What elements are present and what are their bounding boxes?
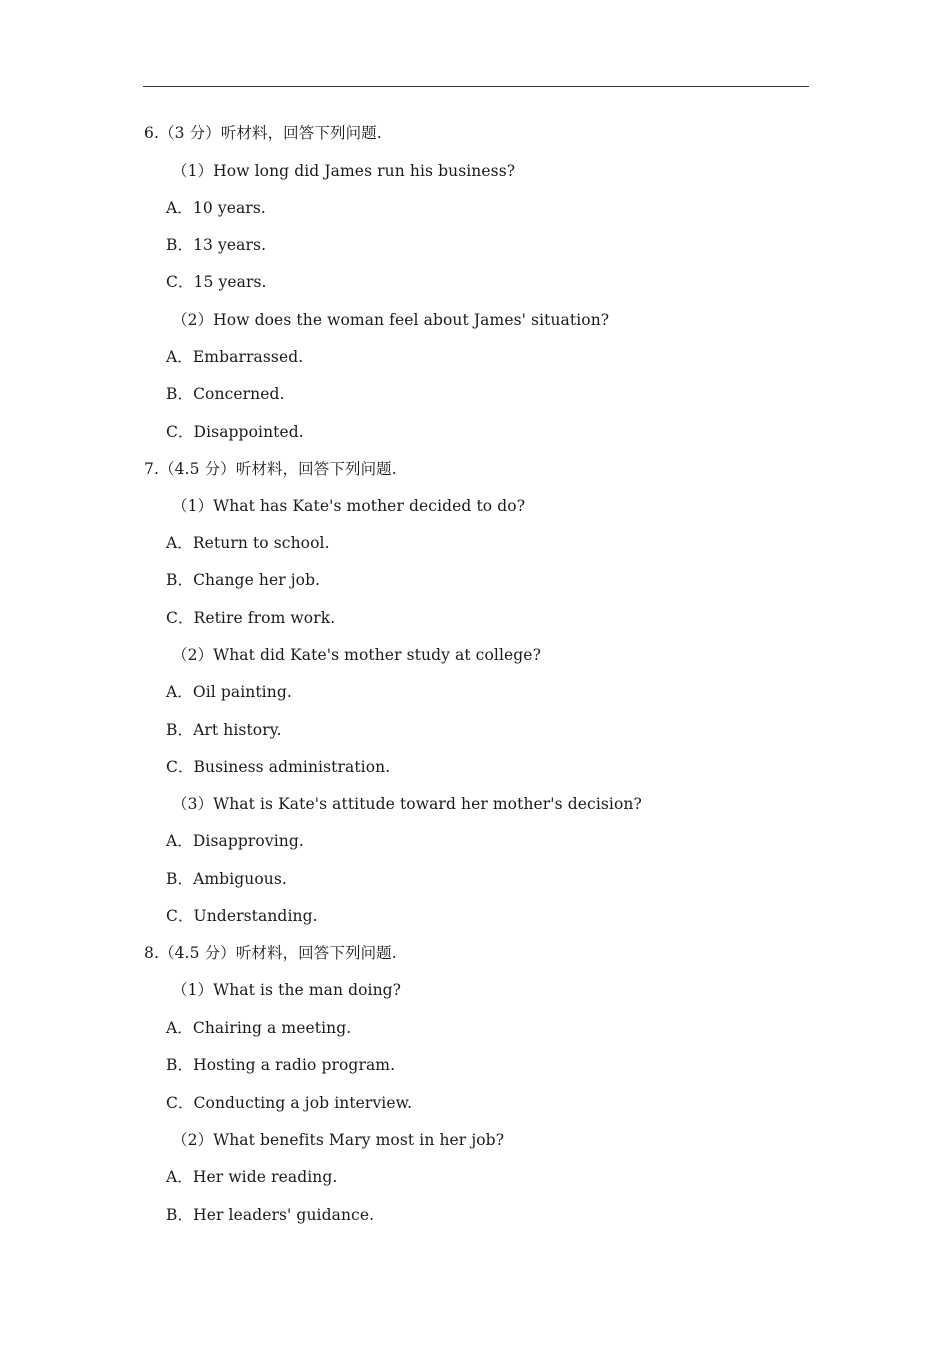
question-6-part-1-prompt: （1）How long did James run his business? <box>172 162 516 180</box>
question-6-part-1-option-c: C．15 years. <box>166 273 267 291</box>
question-8-part-2-prompt: （2）What benefits Mary most in her job? <box>172 1131 505 1149</box>
question-6-part-2-option-b: B．Concerned. <box>166 385 285 403</box>
question-6-part-2-option-a: A．Embarrassed. <box>166 348 304 366</box>
question-6-part-1-option-b: B．13 years. <box>166 236 267 254</box>
question-7-part-3-prompt: （3）What is Kate's attitude toward her mother's decision? <box>172 795 642 813</box>
question-7-header: 7.（4.5 分）听材料，回答下列问题. <box>144 460 397 478</box>
question-7-part-1-prompt: （1）What has Kate's mother decided to do? <box>172 497 526 515</box>
question-8-part-1-option-a: A．Chairing a meeting. <box>166 1019 352 1037</box>
question-7-part-2-prompt: （2）What did Kate's mother study at college? <box>172 646 541 664</box>
question-7-part-3-option-b: B．Ambiguous. <box>166 870 287 888</box>
question-7-part-1-option-c: C．Retire from work. <box>166 609 336 627</box>
question-7-part-1-option-a: A．Return to school. <box>166 534 330 552</box>
question-8-part-1-option-b: B．Hosting a radio program. <box>166 1056 396 1074</box>
question-8-part-2-option-b: B．Her leaders' guidance. <box>166 1206 375 1224</box>
question-6-header: 6.（3 分）听材料，回答下列问题. <box>144 124 382 142</box>
question-7-part-2-option-a: A．Oil painting. <box>166 683 292 701</box>
question-7-part-3-option-c: C．Understanding. <box>166 907 318 925</box>
question-8-part-1-prompt: （1）What is the man doing? <box>172 981 402 999</box>
question-6-part-1-option-a: A．10 years. <box>166 199 266 217</box>
question-8-header: 8.（4.5 分）听材料，回答下列问题. <box>144 944 397 962</box>
question-8-part-2-option-a: A．Her wide reading. <box>166 1168 338 1186</box>
question-8-part-1-option-c: C．Conducting a job interview. <box>166 1094 413 1112</box>
header-rule <box>143 86 809 87</box>
question-7-part-3-option-a: A．Disapproving. <box>166 832 304 850</box>
question-7-part-1-option-b: B．Change her job. <box>166 571 321 589</box>
question-6-part-2-option-c: C．Disappointed. <box>166 423 304 441</box>
question-7-part-2-option-c: C．Business administration. <box>166 758 391 776</box>
question-6-part-2-prompt: （2）How does the woman feel about James' situation? <box>172 311 610 329</box>
question-7-part-2-option-b: B．Art history. <box>166 721 282 739</box>
